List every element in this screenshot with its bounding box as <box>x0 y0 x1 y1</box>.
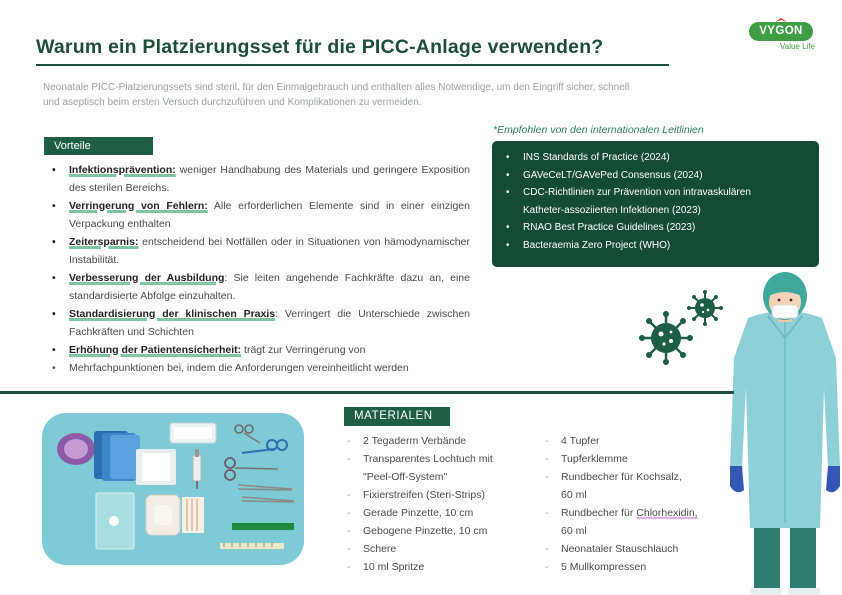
material-text: 2 Tegaderm Verbände <box>363 435 467 447</box>
dash-icon: - <box>545 561 549 573</box>
advantage-continuation <box>52 359 470 377</box>
guidelines-box <box>492 141 819 267</box>
dash-icon: - <box>545 471 549 483</box>
guideline-item <box>506 184 809 202</box>
material-item <box>347 486 527 504</box>
material-item <box>347 504 527 522</box>
material-item <box>347 540 527 558</box>
material-item <box>347 558 527 576</box>
material-item <box>545 558 730 576</box>
advantage-text: : Verringert die Unterschiede zwischen Fachkräften und Schichten <box>69 308 470 338</box>
material-text: Transparentes Lochtuch mit <box>363 453 493 465</box>
dash-icon: - <box>347 507 351 519</box>
material-item <box>545 432 730 450</box>
dash-icon: - <box>545 453 549 465</box>
material-text: Rundbecher für Kochsalz, <box>561 471 682 483</box>
material-item <box>545 468 730 486</box>
bullet-icon: • <box>506 239 510 251</box>
material-text: Tupferklemme <box>561 453 628 465</box>
guideline-item <box>506 167 809 185</box>
advantage-text: : Sie leiten angehende Fachkräfte dazu an, eine standardisierte Abfolge einzuhalten. <box>69 272 470 302</box>
logo-bird-icon <box>775 17 787 24</box>
dash-icon: - <box>347 435 351 447</box>
material-item <box>347 432 527 450</box>
material-text: Gebogene Pinzette, 10 cm <box>363 525 488 537</box>
advantage-item <box>52 305 470 341</box>
advantage-text: entscheidend bei Notfällen oder in Situationen von hämodynamischer Instabilität. <box>69 236 470 266</box>
virus-small-icon <box>687 290 723 326</box>
advantage-term: Verbesserung der Ausbildung <box>69 272 225 284</box>
material-item <box>347 522 527 540</box>
material-item <box>545 540 730 558</box>
picc-kit-illustration <box>42 413 304 565</box>
material-item <box>347 450 527 468</box>
material-text: "Peel-Off-System" <box>363 471 448 483</box>
guideline-text: RNAO Best Practice Guidelines (2023) <box>523 222 696 234</box>
advantage-continuation-text: Mehrfachpunktionen bei, indem die Anforderungen vereinheitlicht werden <box>69 362 409 374</box>
bullet-icon: • <box>52 236 56 248</box>
dash-icon: - <box>545 507 549 519</box>
material-text: Neonataler Stauschlauch <box>561 543 679 555</box>
dash-icon: - <box>347 489 351 501</box>
material-item-continuation <box>347 468 527 486</box>
chlorhexidine-highlight: Chlorhexidin, <box>636 507 698 519</box>
material-text: 60 ml <box>561 489 587 501</box>
advantage-item <box>52 161 470 197</box>
advantage-text: trägt zur Verringerung von <box>241 344 366 356</box>
guideline-text: INS Standards of Practice (2024) <box>523 152 670 163</box>
material-text: 10 ml Spritze <box>363 561 425 573</box>
advantage-text: Alle erforderlichen Elemente sind in einer einzigen Verpackung enthalten <box>69 200 470 230</box>
material-text: Fixierstreifen (Steri-Strips) <box>363 489 485 501</box>
advantage-text: weniger Handhabung des Materials und geringere Exposition des sterilen Bereichs. <box>69 164 470 194</box>
bullet-icon: • <box>52 200 56 212</box>
advantage-term: Erhöhung der Patientensicherheit: <box>69 344 242 356</box>
bullet-icon: • <box>52 344 56 356</box>
advantage-term: Standardisierung der klinischen Praxis <box>69 308 276 320</box>
advantage-item <box>52 197 470 233</box>
dash-icon: - <box>347 561 351 573</box>
guideline-text: GAVeCeLT/GAVePed Consensus (2024) <box>523 169 703 181</box>
nurse-illustration <box>728 268 842 595</box>
material-text: 60 ml <box>561 525 587 537</box>
guideline-item-continuation <box>506 202 809 220</box>
advantages-heading: Vorteile <box>44 137 153 155</box>
dash-icon: - <box>545 435 549 447</box>
bullet-icon: • <box>506 222 510 234</box>
material-item-continuation <box>545 486 730 504</box>
material-item-continuation <box>545 522 730 540</box>
advantage-term: Verringerung von Fehlern: <box>69 200 208 212</box>
virus-large-icon <box>638 310 694 366</box>
bullet-icon: • <box>506 152 510 163</box>
bullet-icon: • <box>506 187 510 199</box>
section-divider <box>0 391 734 394</box>
bullet-icon: • <box>52 272 56 284</box>
materials-list-right <box>545 432 730 576</box>
logo-wordmark: VYGON <box>749 22 813 41</box>
dash-icon: - <box>347 525 351 537</box>
bullet-icon: • <box>506 169 510 181</box>
material-item <box>545 504 730 522</box>
bullet-icon: • <box>52 308 56 320</box>
advantages-list <box>52 161 470 377</box>
materials-heading: MATERIALEN <box>344 407 450 426</box>
logo-tagline: Value Life <box>780 42 815 51</box>
material-text: 5 Mullkompressen <box>561 561 647 573</box>
guideline-text: Katheter-assoziierten Infektionen (2023) <box>523 204 701 216</box>
guideline-item <box>506 219 809 237</box>
guideline-item <box>506 149 809 167</box>
material-text: Rundbecher für <box>561 507 637 519</box>
dash-icon: - <box>347 453 351 465</box>
advantage-item <box>52 233 470 269</box>
guideline-text: Bacteraemia Zero Project (WHO) <box>523 239 671 251</box>
material-text: Schere <box>363 543 397 555</box>
materials-list-left <box>347 432 527 576</box>
recommendation-note: *Empfohlen von den internationalen Leitlinien <box>493 124 704 136</box>
dash-icon: - <box>545 543 549 555</box>
intro-text: Neonatale PICC-Platzierungssets sind steril, für den Einmalgebrauch und enthalten alles Notwendige, um den Eingriff sicher, schnell und aseptisch beim ersten Versuch durchzuführen und Komplikationen zu vermeiden. <box>43 82 630 108</box>
dash-icon: - <box>347 543 351 555</box>
material-text: Gerade Pinzette, 10 cm <box>363 507 474 519</box>
advantage-item <box>52 341 470 359</box>
page-title: Warum ein Platzierungsset für die PICC-Anlage verwenden? <box>36 36 604 58</box>
advantage-term: Infektionsprävention: <box>69 164 176 176</box>
advantage-term: Zeitersparnis: <box>69 236 139 248</box>
advantage-item <box>52 269 470 305</box>
material-text: 4 Tupfer <box>561 435 600 447</box>
vygon-logo <box>746 20 824 56</box>
guideline-item <box>506 237 809 255</box>
kit-contents-icon <box>42 413 304 565</box>
bullet-icon: • <box>52 362 56 374</box>
guideline-text: CDC-Richtlinien zur Prävention von intravaskulären <box>523 187 751 199</box>
title-underline <box>36 64 669 66</box>
bullet-icon: • <box>52 164 56 176</box>
material-item <box>545 450 730 468</box>
